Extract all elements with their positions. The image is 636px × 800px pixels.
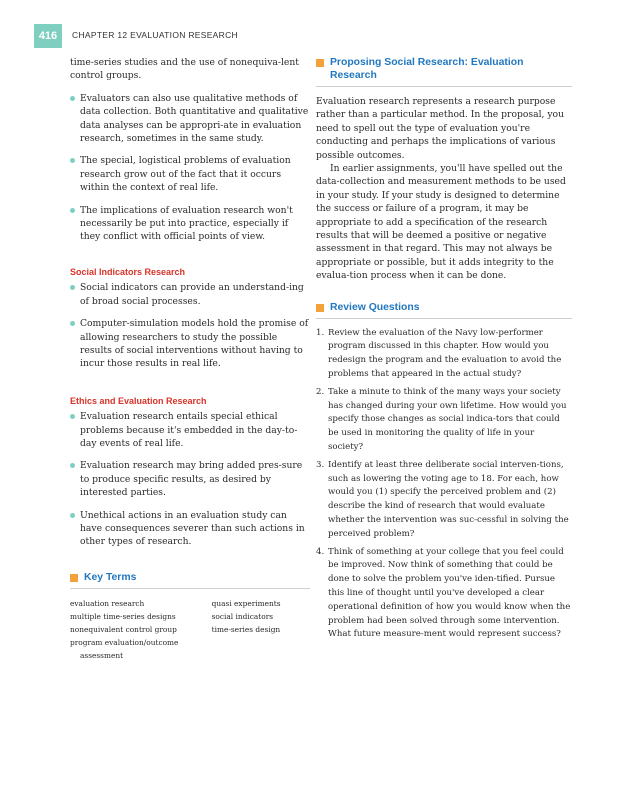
list-item — [70, 509, 310, 549]
divider — [316, 318, 572, 319]
divider — [316, 86, 572, 87]
running-header — [0, 24, 636, 48]
list-item-text: Computer-simulation models hold the promise of allowing researchers to study the possible results of social interventions without having to incur those results in real life. — [80, 318, 309, 370]
key-terms-heading-text: Key Terms — [84, 571, 137, 583]
list-item — [70, 204, 310, 244]
question-number: 2. — [316, 386, 325, 397]
social-indicators-heading: Social Indicators Research — [70, 266, 186, 277]
review-questions-list — [316, 327, 572, 643]
ethics-heading: Ethics and Evaluation Research — [70, 395, 207, 406]
list-item-text: Unethical actions in an evaluation study can have consequences severer than such actions in other types of research. — [80, 509, 305, 548]
list-item-text: Evaluators can also use qualitative methods of data collection. Both quantitative and qualitative data analyses can be appropri-ate in evaluation research, sometimes in the same study. — [80, 92, 309, 145]
summary-bullets-evaluation — [70, 92, 310, 244]
key-term: time-series design — [211, 624, 281, 634]
bullet-icon — [70, 463, 75, 468]
bullet-icon — [70, 414, 75, 419]
page-number: 416 — [34, 24, 62, 48]
square-marker-icon — [316, 304, 324, 312]
key-term: multiple time-series designs — [70, 611, 176, 621]
list-item-text: The special, logistical problems of evaluation research grow out of the fact that it occurs within the context of real life. — [80, 155, 291, 194]
list-item — [70, 92, 310, 146]
bullet-icon — [70, 513, 75, 518]
left-column — [70, 56, 310, 662]
review-questions-heading-text: Review Questions — [330, 301, 420, 313]
list-item — [70, 317, 310, 371]
review-questions-heading — [316, 301, 572, 314]
key-terms-column-1 — [70, 597, 212, 662]
bullet-icon — [70, 208, 75, 213]
question-text: Identify at least three deliberate social interven-tions, such as lowering the voting age to 18. For each, how would you (1) specify the perceived problem and (2) describe the kind of research that would evaluate whether the intervention was suc-cessful in solving the perceived problem? — [328, 459, 569, 539]
list-item — [70, 154, 310, 194]
question-text: Take a minute to think of the many ways your society has changed during your own lifetime. How would you specify those changes as social indica-tors that could be used in monitoring the quality of life in your society? — [328, 386, 567, 453]
key-term: nonequivalent control group — [70, 624, 177, 634]
key-term: social indicators — [211, 611, 274, 621]
list-item — [70, 281, 310, 308]
continuation-text: time-series studies and the use of nonequiva-lent control groups. — [70, 57, 299, 82]
question-number: 3. — [316, 459, 325, 470]
question-number: 1. — [316, 327, 325, 338]
key-terms-list — [70, 597, 310, 662]
list-item-text: The implications of evaluation research won't necessarily be put into practice, especially if they conflict with official points of view. — [80, 204, 293, 243]
proposing-research-heading-text: Proposing Social Research: Evaluation Research — [330, 57, 524, 81]
question-number: 4. — [316, 546, 325, 557]
list-item — [70, 459, 310, 499]
key-term: quasi experiments — [211, 598, 281, 608]
key-term-continuation: assessment — [80, 650, 124, 660]
question-text: Review the evaluation of the Navy low-performer program discussed in this chapter. How would you redesign the program and the evaluation to avoid the problems that appeared in the actual study? — [328, 327, 562, 380]
square-marker-icon — [316, 59, 324, 67]
bullet-icon — [70, 158, 75, 163]
list-item-text: Social indicators can provide an understand-ing of broad social processes. — [80, 282, 304, 307]
list-item — [70, 410, 310, 450]
right-column — [316, 56, 572, 646]
summary-bullets-social-indicators — [70, 281, 310, 370]
divider — [70, 588, 310, 589]
square-marker-icon — [70, 574, 78, 582]
proposing-paragraph-1: Evaluation research represents a research purpose rather than a particular method. In the proposal, you need to spell out the type of evaluation you're conducting and perhaps the implications of various possible outcomes. — [316, 96, 564, 161]
bullet-icon — [70, 285, 75, 290]
review-question — [316, 459, 572, 542]
key-term: evaluation research — [70, 598, 145, 608]
key-terms-column-2 — [212, 597, 310, 662]
chapter-title: CHAPTER 12 EVALUATION RESEARCH — [72, 30, 238, 40]
bullet-icon — [70, 321, 75, 326]
review-question — [316, 546, 572, 643]
key-terms-heading — [70, 571, 310, 584]
bullet-icon — [70, 96, 75, 101]
question-text: Think of something at your college that you feel could be improved. Now think of something that could be done to solve the problem you've iden-tified. Pursue this line of thought until you've developed a clear operational definition of how you would know when the problem had been solved through some intervention. What future measure-ment would represent success? — [328, 546, 571, 640]
proposing-research-heading — [316, 56, 572, 82]
review-question — [316, 386, 572, 455]
list-item-text: Evaluation research may bring added pres-sure to produce specific results, as desired by interested parties. — [80, 460, 303, 499]
review-question — [316, 327, 572, 382]
key-term: program evaluation/outcome — [70, 637, 179, 647]
list-item-text: Evaluation research entails special ethical problems because it's embedded in the day-to-day events of real life. — [80, 411, 298, 449]
summary-bullets-ethics — [70, 410, 310, 549]
proposing-paragraph-2: In earlier assignments, you'll have spelled out the data-collection and measurement methods to be used in your study. If your study is designed to determine the success or failure of a program, it may be appropriate to add a specification of the research results that will be deemed a positive or negative assessment in that regard. This may not always be appropriate or possible, but it adds integrity to the evalua-tion process when it can be done. — [316, 163, 566, 282]
